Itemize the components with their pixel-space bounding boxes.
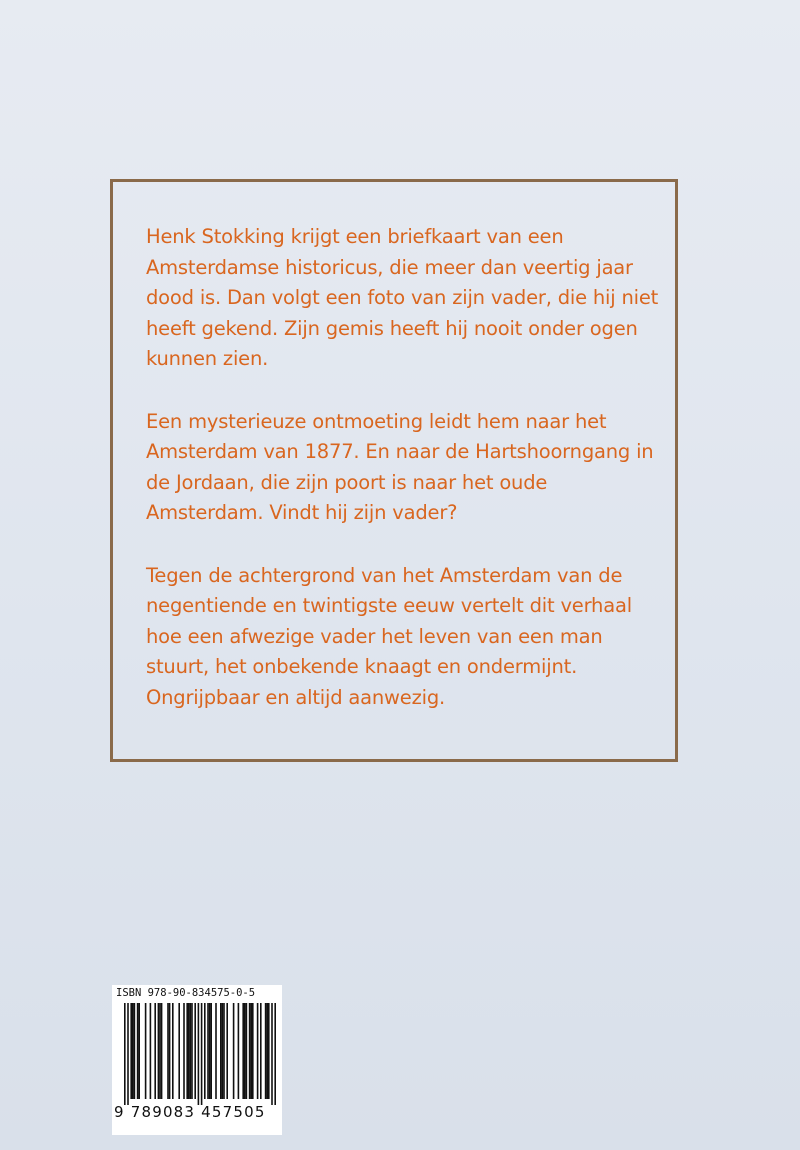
barcode-bar bbox=[209, 1003, 211, 1099]
barcode-bar bbox=[161, 1003, 163, 1099]
barcode-bar bbox=[268, 1003, 270, 1099]
barcode-bar bbox=[150, 1003, 152, 1099]
barcode-bar bbox=[226, 1003, 228, 1099]
barcode-bar bbox=[260, 1003, 262, 1099]
barcode-bar bbox=[233, 1003, 235, 1099]
barcode-bar bbox=[257, 1003, 259, 1099]
barcode-bar bbox=[183, 1003, 185, 1099]
barcode-bar bbox=[204, 1003, 206, 1099]
barcode-bar bbox=[132, 1003, 134, 1099]
barcode-bar bbox=[271, 1003, 273, 1105]
barcode-bar bbox=[207, 1003, 209, 1099]
barcode-bar bbox=[167, 1003, 169, 1099]
barcode-bar bbox=[215, 1003, 217, 1099]
barcode-bar bbox=[127, 1003, 129, 1105]
blurb-text bbox=[146, 222, 666, 713]
barcode-digits: 9 789083 457505 bbox=[114, 1103, 266, 1121]
barcode-bar bbox=[266, 1003, 268, 1099]
barcode-bar bbox=[274, 1003, 276, 1105]
barcode-bar bbox=[145, 1003, 147, 1099]
barcode-bar bbox=[238, 1003, 240, 1099]
barcode-bar bbox=[246, 1003, 248, 1099]
isbn-barcode bbox=[112, 985, 282, 1135]
isbn-label: ISBN 978-90-834575-0-5 bbox=[116, 987, 256, 999]
barcode-bar bbox=[137, 1003, 139, 1099]
barcode-bar bbox=[158, 1003, 160, 1099]
barcode-bar bbox=[134, 1003, 136, 1099]
barcode-bar bbox=[124, 1003, 126, 1105]
barcode-bar bbox=[242, 1003, 244, 1099]
barcode-bar bbox=[186, 1003, 188, 1099]
barcode-bar bbox=[169, 1003, 171, 1099]
blurb-paragraph-3: Tegen de achtergrond van het Amsterdam van de negentiende en twintigste eeuw vertelt dit verhaal hoe een afwezige vader het leven van een man stuurt, het onbekende knaagt en ondermijnt. Ongrijpbaar en altijd aanwezig. bbox=[146, 563, 632, 709]
barcode-bar bbox=[190, 1003, 192, 1099]
barcode-bar bbox=[222, 1003, 224, 1099]
barcode-bar bbox=[188, 1003, 190, 1099]
barcode-bar bbox=[210, 1003, 212, 1099]
barcode-bar bbox=[252, 1003, 254, 1099]
barcode-bar bbox=[154, 1003, 156, 1099]
blurb-paragraph-2: Een mysterieuze ontmoeting leidt hem naar het Amsterdam van 1877. En naar de Hartshoorngang in de Jordaan, die zijn poort is naar het oude Amsterdam. Vindt hij zijn vader? bbox=[146, 409, 654, 524]
barcode-bar bbox=[138, 1003, 140, 1099]
barcode-bar bbox=[172, 1003, 174, 1099]
barcode-bar bbox=[220, 1003, 222, 1099]
barcode-bar bbox=[178, 1003, 180, 1099]
barcode-bar bbox=[201, 1003, 203, 1105]
barcode-bar bbox=[191, 1003, 193, 1099]
barcode-bar bbox=[198, 1003, 200, 1105]
barcode-bars bbox=[112, 1003, 282, 1105]
barcode-bar bbox=[194, 1003, 196, 1099]
barcode-bar bbox=[159, 1003, 161, 1099]
blurb-paragraph-1: Henk Stokking krijgt een briefkaart van een Amsterdamse historicus, die meer dan veertig jaar dood is. Dan volgt een foto van zijn vader, die hij niet heeft gekend. Zijn gemis heeft hij nooit onder ogen kunnen zien. bbox=[146, 225, 659, 370]
barcode-bar bbox=[265, 1003, 267, 1099]
barcode-bar bbox=[244, 1003, 246, 1099]
barcode-bar bbox=[249, 1003, 251, 1099]
barcode-bar bbox=[223, 1003, 225, 1099]
barcode-bar bbox=[130, 1003, 132, 1099]
barcode-bar bbox=[250, 1003, 252, 1099]
